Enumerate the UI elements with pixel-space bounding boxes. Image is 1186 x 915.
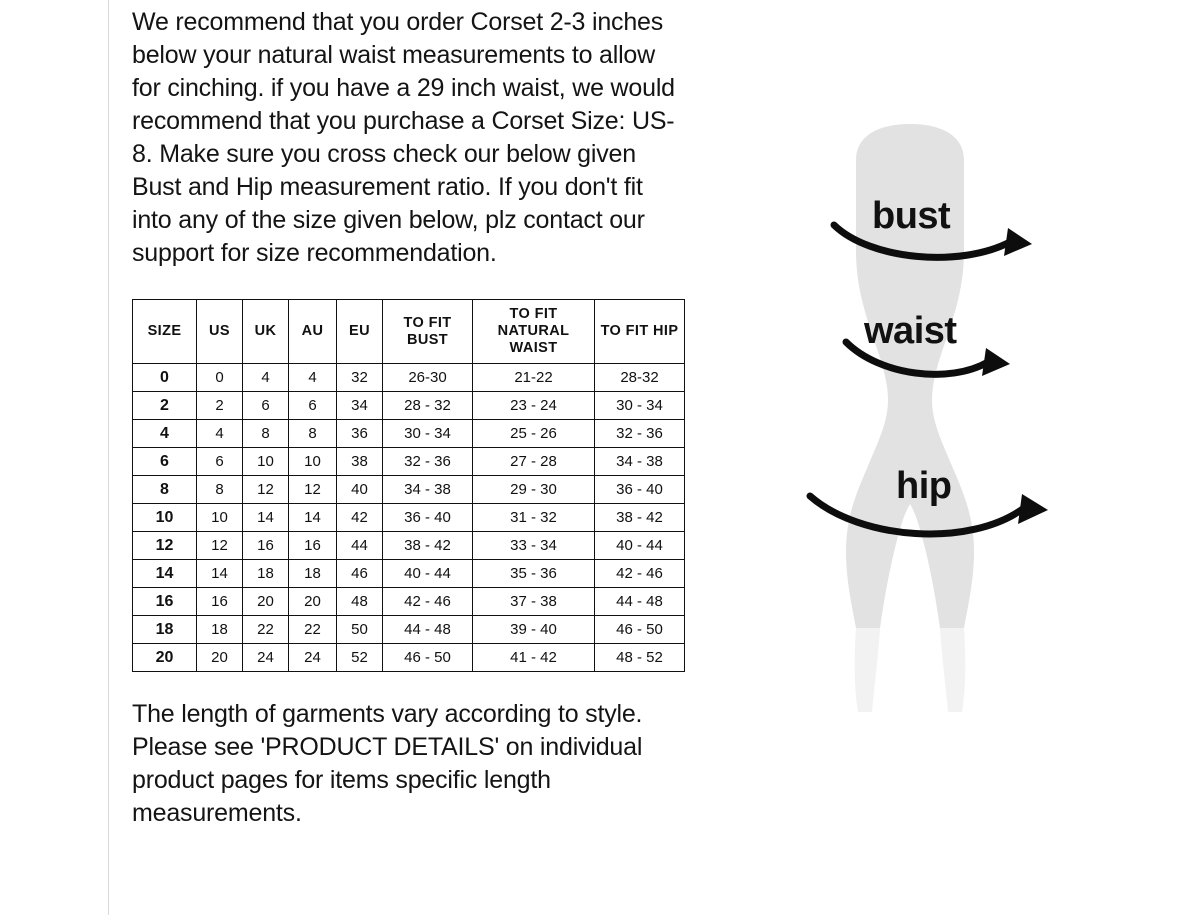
outro-paragraph: The length of garments vary according to style. Please see 'PRODUCT DETAILS' on individual product pages for items specific length measurements.: [132, 700, 643, 827]
cell-hip: 48 - 52: [595, 644, 685, 672]
bust-label: bust: [872, 195, 951, 237]
cell-hip: 28-32: [595, 364, 685, 392]
cell-uk: 22: [243, 616, 289, 644]
cell-size: 10: [133, 504, 197, 532]
cell-au: 18: [289, 560, 337, 588]
cell-waist: 41 - 42: [473, 644, 595, 672]
cell-au: 24: [289, 644, 337, 672]
cell-size: 20: [133, 644, 197, 672]
table-header-row: [133, 300, 685, 364]
cell-uk: 14: [243, 504, 289, 532]
intro-paragraph: We recommend that you order Corset 2-3 inches below your natural waist measurements to allow for cinching. if you have a 29 inch waist, we would recommend that you purchase a Corset Size: US-8. Make sure you cross check our below given Bust and Hip measurement ratio. If you don't fit into any of the size given below, plz contact our support for size recommendation.: [132, 8, 675, 267]
cell-us: 6: [197, 448, 243, 476]
left-margin-rule: [108, 0, 109, 915]
cell-uk: 4: [243, 364, 289, 392]
cell-hip: 36 - 40: [595, 476, 685, 504]
cell-bust: 32 - 36: [383, 448, 473, 476]
cell-eu: 52: [337, 644, 383, 672]
cell-hip: 46 - 50: [595, 616, 685, 644]
cell-uk: 16: [243, 532, 289, 560]
cell-eu: 34: [337, 392, 383, 420]
column-header-bust: TO FIT BUST: [383, 300, 473, 364]
cell-eu: 36: [337, 420, 383, 448]
column-header-size: SIZE: [133, 300, 197, 364]
cell-au: 10: [289, 448, 337, 476]
cell-bust: 30 - 34: [383, 420, 473, 448]
cell-hip: 38 - 42: [595, 504, 685, 532]
cell-au: 12: [289, 476, 337, 504]
cell-bust: 42 - 46: [383, 588, 473, 616]
cell-au: 14: [289, 504, 337, 532]
cell-size: 8: [133, 476, 197, 504]
cell-au: 20: [289, 588, 337, 616]
cell-waist: 39 - 40: [473, 616, 595, 644]
cell-au: 16: [289, 532, 337, 560]
cell-size: 0: [133, 364, 197, 392]
column-header-uk: UK: [243, 300, 289, 364]
cell-uk: 24: [243, 644, 289, 672]
table-row: [133, 476, 685, 504]
cell-eu: 40: [337, 476, 383, 504]
cell-hip: 40 - 44: [595, 532, 685, 560]
cell-au: 4: [289, 364, 337, 392]
cell-waist: 23 - 24: [473, 392, 595, 420]
cell-us: 4: [197, 420, 243, 448]
table-row: [133, 504, 685, 532]
cell-us: 14: [197, 560, 243, 588]
cell-uk: 10: [243, 448, 289, 476]
table-row: [133, 588, 685, 616]
cell-us: 20: [197, 644, 243, 672]
cell-waist: 31 - 32: [473, 504, 595, 532]
cell-eu: 50: [337, 616, 383, 644]
cell-eu: 48: [337, 588, 383, 616]
cell-au: 6: [289, 392, 337, 420]
cell-waist: 29 - 30: [473, 476, 595, 504]
cell-bust: 26-30: [383, 364, 473, 392]
cell-us: 0: [197, 364, 243, 392]
table-row: [133, 560, 685, 588]
text-content-column: [132, 0, 692, 830]
table-body: [133, 364, 685, 672]
cell-us: 2: [197, 392, 243, 420]
cell-hip: 44 - 48: [595, 588, 685, 616]
table-header: [133, 300, 685, 364]
cell-bust: 46 - 50: [383, 644, 473, 672]
cell-au: 8: [289, 420, 337, 448]
cell-waist: 37 - 38: [473, 588, 595, 616]
table-row: [133, 644, 685, 672]
table-row: [133, 616, 685, 644]
cell-size: 6: [133, 448, 197, 476]
table-row: [133, 364, 685, 392]
cell-us: 10: [197, 504, 243, 532]
size-chart-table: [132, 299, 685, 672]
cell-size: 18: [133, 616, 197, 644]
cell-eu: 38: [337, 448, 383, 476]
column-header-waist: TO FIT NATURAL WAIST: [473, 300, 595, 364]
column-header-au: AU: [289, 300, 337, 364]
cell-size: 2: [133, 392, 197, 420]
cell-au: 22: [289, 616, 337, 644]
cell-bust: 36 - 40: [383, 504, 473, 532]
cell-uk: 6: [243, 392, 289, 420]
cell-eu: 46: [337, 560, 383, 588]
cell-uk: 8: [243, 420, 289, 448]
cell-size: 12: [133, 532, 197, 560]
cell-waist: 33 - 34: [473, 532, 595, 560]
cell-eu: 42: [337, 504, 383, 532]
cell-uk: 12: [243, 476, 289, 504]
table-row: [133, 420, 685, 448]
cell-size: 14: [133, 560, 197, 588]
cell-size: 4: [133, 420, 197, 448]
column-header-hip: TO FIT HIP: [595, 300, 685, 364]
cell-us: 18: [197, 616, 243, 644]
cell-eu: 32: [337, 364, 383, 392]
table-row: [133, 448, 685, 476]
cell-size: 16: [133, 588, 197, 616]
cell-waist: 27 - 28: [473, 448, 595, 476]
cell-bust: 34 - 38: [383, 476, 473, 504]
cell-uk: 18: [243, 560, 289, 588]
cell-hip: 42 - 46: [595, 560, 685, 588]
cell-waist: 21-22: [473, 364, 595, 392]
hip-label: hip: [896, 465, 952, 507]
body-measurement-figure: [760, 100, 1140, 780]
cell-waist: 25 - 26: [473, 420, 595, 448]
column-header-eu: EU: [337, 300, 383, 364]
cell-hip: 32 - 36: [595, 420, 685, 448]
table-row: [133, 392, 685, 420]
cell-bust: 28 - 32: [383, 392, 473, 420]
cell-us: 16: [197, 588, 243, 616]
cell-hip: 34 - 38: [595, 448, 685, 476]
table-row: [133, 532, 685, 560]
cell-us: 8: [197, 476, 243, 504]
cell-bust: 38 - 42: [383, 532, 473, 560]
column-header-us: US: [197, 300, 243, 364]
cell-bust: 40 - 44: [383, 560, 473, 588]
waist-label: waist: [864, 310, 957, 352]
cell-bust: 44 - 48: [383, 616, 473, 644]
cell-hip: 30 - 34: [595, 392, 685, 420]
cell-eu: 44: [337, 532, 383, 560]
cell-us: 12: [197, 532, 243, 560]
cell-waist: 35 - 36: [473, 560, 595, 588]
cell-uk: 20: [243, 588, 289, 616]
